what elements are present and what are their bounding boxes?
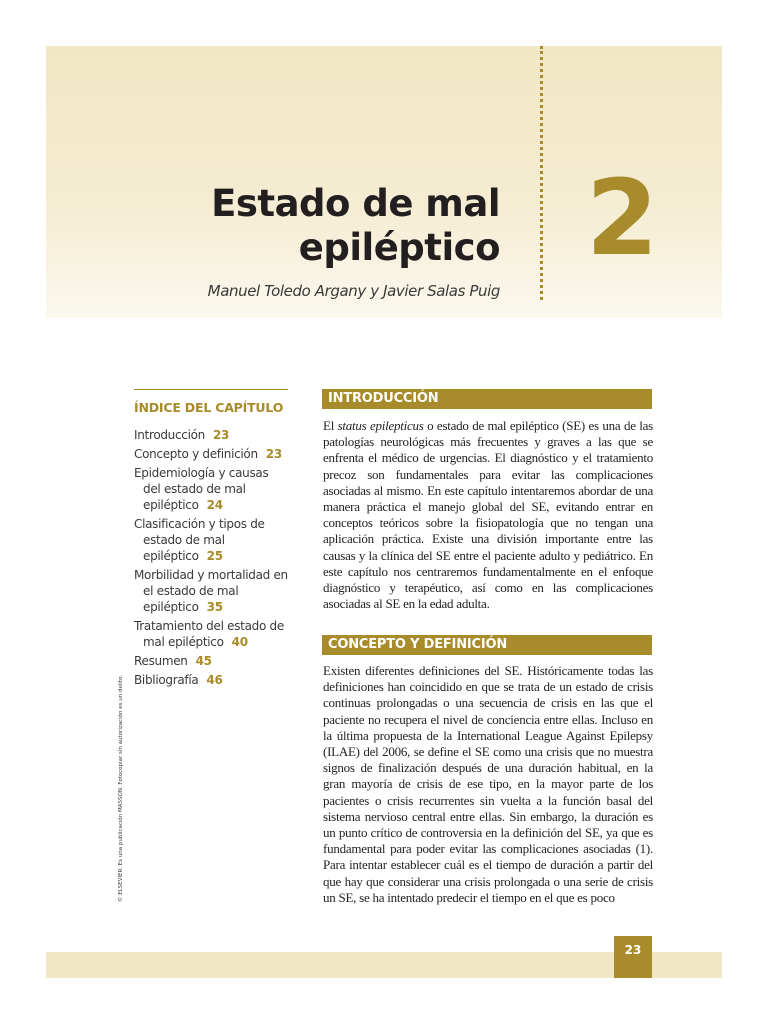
toc-item-label: Clasificación y tipos de estado de mal epiléptico [134,517,265,563]
toc-item-page: 45 [195,654,212,668]
intro-text-rest: o estado de mal epiléptico (SE) es una de las patologías neurológicas más frecuentes y graves a las que se enfrenta el médico de urgencias. El diagnóstico y el tratamiento precoz son fundamentales para evitar las complicaciones asociadas al mismo. En este capítulo intentaremos abordar de una manera práctica el manejo global del SE, evitando entrar en conceptos teóricos sobre la fisiopatología que no tengan una aplicación práctica. Existe una división importante entre las causas y la clínica del SE entre el paciente adulto y pediátrico. En este capítulo nos centraremos fundamentalmente en el enfoque diagnóstico y terapéutico, así como en las complicaciones asociadas al SE en la edad adulta. [323,418,653,612]
toc-item-page: 46 [206,673,223,687]
section-body-concepto: Existen diferentes definiciones del SE. Históricamente todas las definiciones han coincidido en que se trata de un estado de crisis continuas prolongadas o una secuencia de crisis en las que el paciente no recupera el nivel de conciencia entre ellas. Incluso en la última propuesta de la International League Against Epilepsy (ILAE) del 2006, se define el SE como una crisis que no muestra signos de finalización después de una duración habitual, en la gran mayoría de crisis de ese tipo, en la mayor parte de los pacientes o crisis recurrentes sin vuelta a la función basal del sistema nervioso central entre ellas. Sin embargo, la duración es un punto crítico de controversia en la definición del SE, ya que es fundamental para poder evitar las complicaciones asociadas (1). Para intentar establecer cuál es el tiempo de duración a partir del que hay que considerar una crisis prolongada o una serie de crisis un SE, se ha intentado predecir el tiempo en el que es poco [323,663,653,905]
toc-item-label: Morbilidad y mortalidad en el estado de mal epiléptico [134,568,288,614]
toc-item-label: Epidemiología y causas del estado de mal epiléptico [134,466,269,512]
toc-item-page: 25 [206,549,223,563]
toc-item-label: Bibliografía [134,673,199,687]
intro-text-emphasis: status epilepticus [337,418,424,433]
section-heading-introduccion: INTRODUCCIÓN [322,389,652,409]
toc-item-introduccion[interactable] [134,427,288,443]
toc-item-tratamiento[interactable] [134,618,288,650]
page-number: 23 [614,936,652,978]
chapter-title [120,182,500,270]
section-body-introduccion [323,418,653,612]
toc-item-bibliografia[interactable] [134,672,288,688]
toc-item-concepto[interactable] [134,446,288,462]
chapter-index [134,389,288,691]
toc-item-morbilidad[interactable] [134,567,288,615]
toc-item-label: Resumen [134,654,188,668]
toc-item-page: 24 [206,498,223,512]
toc-item-label: Concepto y definición [134,447,258,461]
toc-item-resumen[interactable] [134,653,288,669]
toc-item-label: Tratamiento del estado de mal epiléptico [134,619,284,649]
chapter-index-title: ÍNDICE DEL CAPÍTULO [134,400,284,415]
toc-item-epidemiologia[interactable] [134,465,288,513]
chapter-number: 2 [586,157,659,279]
chapter-title-line-2: epiléptico [298,226,500,269]
toc-item-page: 40 [231,635,248,649]
chapter-title-line-1: Estado de mal [211,182,500,225]
copyright-side-note: © ELSEVIER. Es una publicación MASSON. Fotocopiar sin autorización es un delito. [118,674,124,902]
intro-text-start: El [323,418,338,433]
toc-item-page: 35 [206,600,223,614]
toc-item-page: 23 [265,447,282,461]
toc-item-label: Introducción [134,428,205,442]
toc-item-page: 23 [212,428,230,442]
section-heading-concepto: CONCEPTO Y DEFINICIÓN [322,635,652,655]
chapter-authors: Manuel Toledo Argany y Javier Salas Puig [207,282,500,300]
dotted-divider [540,46,543,300]
toc-item-clasificacion[interactable] [134,516,288,564]
